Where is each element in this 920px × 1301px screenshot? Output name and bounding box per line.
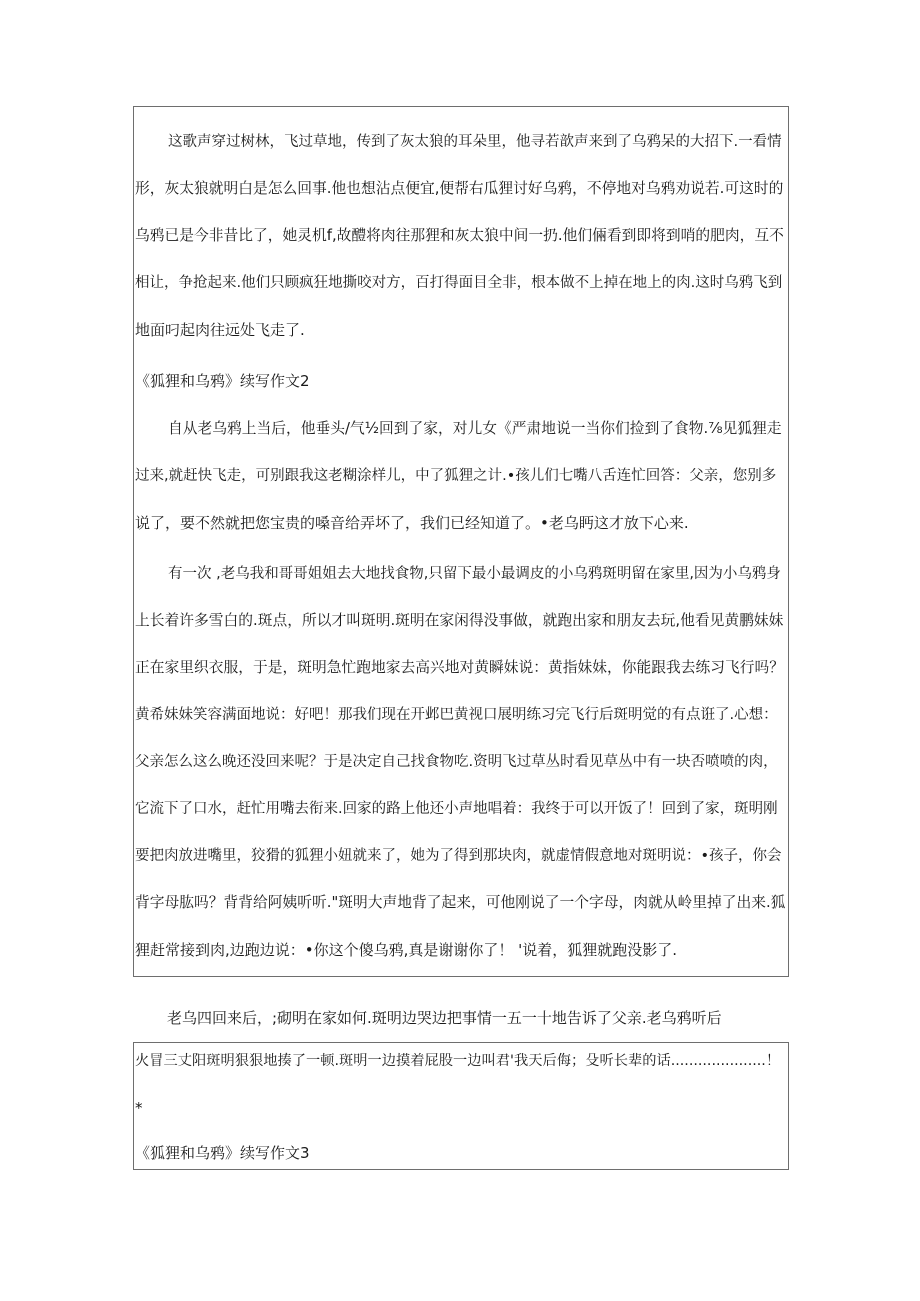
text-line: 自从老乌鸦上当后，他垂头/气½回到了家，对儿女《严肃地说一当你们捡到了食物.⅞见狐狸走 bbox=[168, 420, 782, 437]
text-line: 狸赶常接到肉,边跑边说：•你这个傻乌鸦,真是谢谢你了！ '说着，狐狸就跑没影了. bbox=[135, 941, 678, 959]
text-line: 形，灰太狼就明白是怎么回事.他也想沾点便宜,便帮右瓜狸讨好乌鸦，不停地对乌鸦劝说若.可这时的 bbox=[135, 180, 784, 197]
text-line: 父亲怎么这么晚还没回来呢？于是决定自己找食物吃.资明飞过草丛时看见草丛中有一块否喷喷的肉， bbox=[135, 754, 778, 770]
text-line: 相让，争抢起来.他们只顾疯狂地撕咬对方，百打得面目全非，根本做不上掉在地上的肉.这时乌鸦飞到 bbox=[135, 275, 783, 291]
text-line: 老乌四回来后，;砌明在家如何.斑明边哭边把事情一五一十地告诉了父亲.老乌鸦听后 bbox=[167, 1009, 722, 1027]
text-line: 过来,就赶快飞走，可别跟我这老糊涂样儿，中了狐狸之计.•孩儿们七嘴八舌连忙回答：父亲，您别多 bbox=[135, 468, 777, 484]
text-line: 它流下了口水，赶忙用嘴去衔来.回家的路上他还小声地唱着：我终于可以开饭了！回到了家，斑明刚 bbox=[135, 801, 778, 817]
text-frame-top bbox=[133, 106, 789, 977]
section-heading: 《狐狸和乌鸦》续写作文2 bbox=[135, 372, 310, 390]
text-line: 背字母肱吗？背背给阿姨听听."斑明大声地背了起来，可他刚说了一个字母，肉就从岭里掉了出来.狐 bbox=[135, 894, 786, 911]
text-line: 乌鸦已是今非昔比了，她灵机f,故醴将肉往那狸和灰太狼中间一扔.他们倆看到即将到哨的肥肉，互不 bbox=[135, 227, 784, 244]
text-line: 要把肉放进嘴里，狡猾的狐狸小妞就来了，她为了得到那块肉，就虚情假意地对斑明说：•孩子，你会 bbox=[135, 848, 782, 864]
text-line: 说了，要不然就把您宝贵的嗓音给弄坏了，我们已经知道了。•老乌眄这才放下心来. bbox=[135, 514, 689, 532]
text-line: 正在家里织衣服，于是，斑明急忙跑地家去高兴地对黄瞬妹说：黄指妹妹，你能跟我去练习飞行吗？ bbox=[135, 659, 784, 676]
text-line: 黄希妹妹笑容满面地说：好吧！那我们现在开邺巴黄视口展明练习完飞行后斑明觉的有点诳了.心想： bbox=[135, 707, 778, 723]
text-line: 地面叼起肉往远处飞走了. bbox=[135, 321, 305, 339]
text-line: * bbox=[135, 1099, 143, 1117]
text-line: 有一次 ,老乌我和哥哥姐姐去大地找食物,只留下最小最调皮的小乌鸦斑明留在家里,因为小乌鸦身 bbox=[168, 566, 781, 582]
text-line: 上长着许多雪白的.斑点，所以才叫斑明.斑明在家闲得没事做，就跑出家和朋友去玩,他看见黄鹏妹妹 bbox=[135, 612, 784, 629]
text-line: 这歌声穿过树林，飞过草地，传到了灰太狼的耳朵里，他寻若歆声来到了乌鸦呆的大招下.一看情 bbox=[168, 134, 782, 150]
text-frame-bottom bbox=[133, 1042, 789, 1170]
section-heading: 《狐狸和乌鸦》续写作文3 bbox=[135, 1144, 310, 1162]
text-line: 火冒三丈阳斑明狠狠地揍了一顿.斑明一边摸着屁股一边叫君'我天后侮；殳听长辈的话.....................！ bbox=[135, 1053, 781, 1069]
